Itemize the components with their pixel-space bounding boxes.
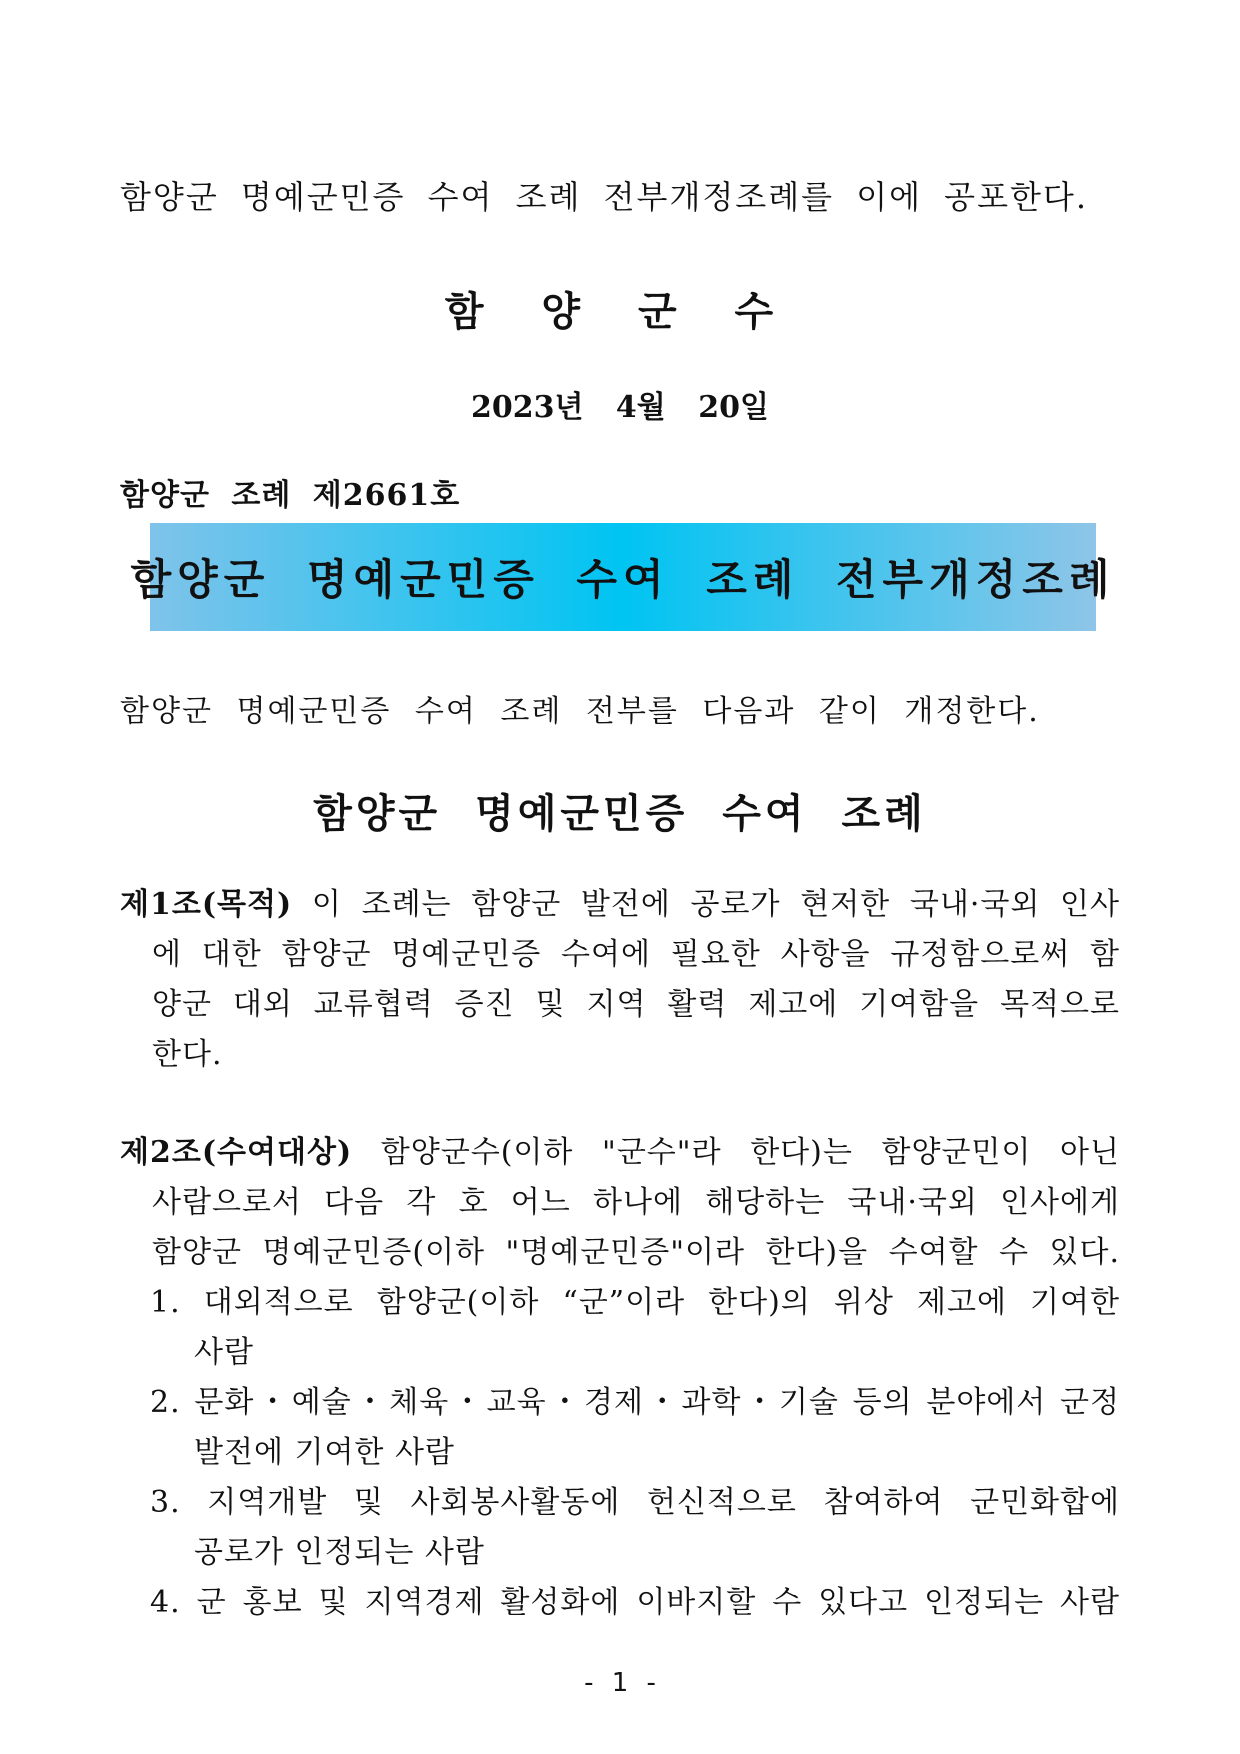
article-2-heading: 제2조(수여대상) (120, 1135, 353, 1170)
item-number: 4. (150, 1585, 181, 1620)
article-1-line-1 (120, 880, 1120, 930)
item-text: 대외적으로 함양군(이하 “군”이라 한다)의 위상 제고에 기여한 (203, 1285, 1120, 1320)
item-number: 2. (150, 1385, 181, 1420)
article-2 (120, 1128, 1120, 1628)
article-1-heading: 제1조(목적) (120, 887, 293, 922)
page-number: - 1 - (584, 1668, 656, 1698)
item-number: 1. (150, 1285, 181, 1320)
item-number: 3. (150, 1485, 181, 1520)
article-2-item-2-cont: 발전에 기여한 사람 (194, 1435, 455, 1470)
item-text: 지역개발 및 사회봉사활동에 헌신적으로 참여하여 군민화합에 (207, 1485, 1120, 1520)
article-2-text-1: 함양군수(이하 "군수"라 한다)는 함양군민이 아닌 (352, 1135, 1120, 1170)
promulgation-date: 2023년 4월 20일 (471, 390, 769, 425)
item-text: 문화・예술・체육・교육・경제・과학・기술 등의 분야에서 군정 (194, 1385, 1120, 1420)
signer-title: 함 양 군 수 (444, 288, 796, 335)
article-1-line-3: 양군 대외 교류협력 증진 및 지역 활력 제고에 기여함을 목적으로 (152, 987, 1120, 1022)
article-2-line-2: 사람으로서 다음 각 호 어느 하나에 해당하는 국내·국외 인사에게 (152, 1185, 1120, 1220)
ordinance-title: 함양군 명예군민증 수여 조례 (313, 790, 927, 837)
enactment-statement: 함양군 명예군민증 수여 조례 전부를 다음과 같이 개정한다. (120, 694, 1040, 729)
article-2-item-2 (120, 1378, 1120, 1428)
article-1-text-1: 이 조례는 함양군 발전에 공로가 현저한 국내·국외 인사 (292, 887, 1120, 922)
article-2-item-3 (120, 1478, 1120, 1528)
article-2-item-1 (120, 1278, 1120, 1328)
item-text: 군 홍보 및 지역경제 활성화에 이바지할 수 있다고 인정되는 사람 (196, 1585, 1120, 1620)
title-banner (130, 523, 1116, 631)
article-2-line-1 (120, 1128, 1120, 1178)
article-1-line-4: 한다. (152, 1037, 223, 1072)
article-2-item-3-cont: 공로가 인정되는 사람 (194, 1535, 485, 1570)
ordinance-number: 함양군 조례 제2661호 (120, 478, 461, 513)
article-1 (120, 880, 1120, 1080)
article-2-line-3: 함양군 명예군민증(이하 "명예군민증"이라 한다)을 수여할 수 있다. (152, 1235, 1120, 1270)
article-1-line-2: 에 대한 함양군 명예군민증 수여에 필요한 사항을 규정함으로써 함 (152, 937, 1120, 972)
promulgation-intro: 함양군 명예군민증 수여 조례 전부개정조례를 이에 공포한다. (120, 178, 1089, 216)
article-2-item-1-cont: 사람 (194, 1335, 254, 1370)
banner-title: 함양군 명예군민증 수여 조례 전부개정조례 (130, 555, 1116, 604)
article-2-item-4 (120, 1578, 1120, 1628)
